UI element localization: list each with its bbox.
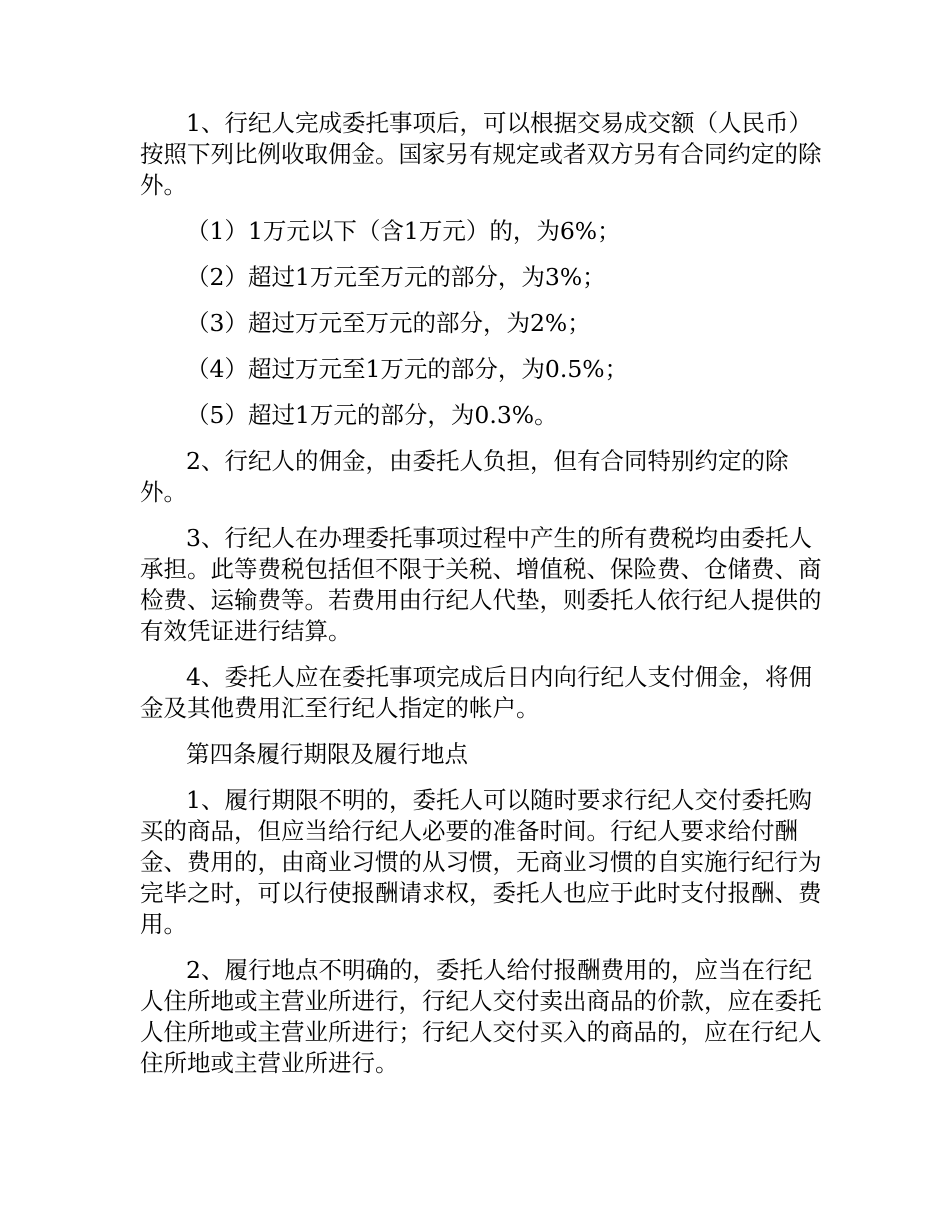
rate-item-3: （3）超过万元至万元的部分，为2%； xyxy=(186,309,591,337)
document-body xyxy=(140,108,830,1094)
paragraph-performance-place: 2、履行地点不明确的，委托人给付报酬费用的，应当在行纪人住所地或主营业所进行，行纪人交付卖出商品的价款，应在委托人住所地或主营业所进行；行纪人交付买入的商品的，应在行纪人住所地或主营业所进行。 xyxy=(140,956,822,1077)
paragraph-taxes-fees: 3、行纪人在办理委托事项过程中产生的所有费税均由委托人承担。此等费税包括但不限于关税、增值税、保险费、仓储费、商检费、运输费等。若费用由行纪人代垫，则委托人依行纪人提供的有效凭证进行结算。 xyxy=(140,524,822,645)
rate-item-5: （5）超过1万元的部分，为0.3%。 xyxy=(186,401,558,429)
rate-item-4: （4）超过万元至1万元的部分，为0.5%； xyxy=(186,355,629,383)
paragraph-performance-period: 1、履行期限不明的，委托人可以随时要求行纪人交付委托购买的商品，但应当给行纪人必要的准备时间。行纪人要求给付酬金、费用的，由商业习惯的从习惯，无商业习惯的自实施行纪行为完毕之时，可以行使报酬请求权，委托人也应于此时支付报酬、费用。 xyxy=(140,786,822,938)
rate-item-1: （1）1万元以下（含1万元）的，为6%； xyxy=(186,217,621,245)
section-heading-article-4: 第四条履行期限及履行地点 xyxy=(186,740,468,768)
paragraph-commission-burden: 2、行纪人的佣金，由委托人负担，但有合同特别约定的除外。 xyxy=(140,447,789,506)
paragraph-commission-rates-intro: 1、行纪人完成委托事项后，可以根据交易成交额（人民币）按照下列比例收取佣金。国家另有规定或者双方另有合同约定的除外。 xyxy=(140,109,822,199)
paragraph-payment: 4、委托人应在委托事项完成后日内向行纪人支付佣金，将佣金及其他费用汇至行纪人指定的帐户。 xyxy=(140,663,812,722)
rate-item-2: （2）超过1万元至万元的部分，为3%； xyxy=(186,263,606,291)
